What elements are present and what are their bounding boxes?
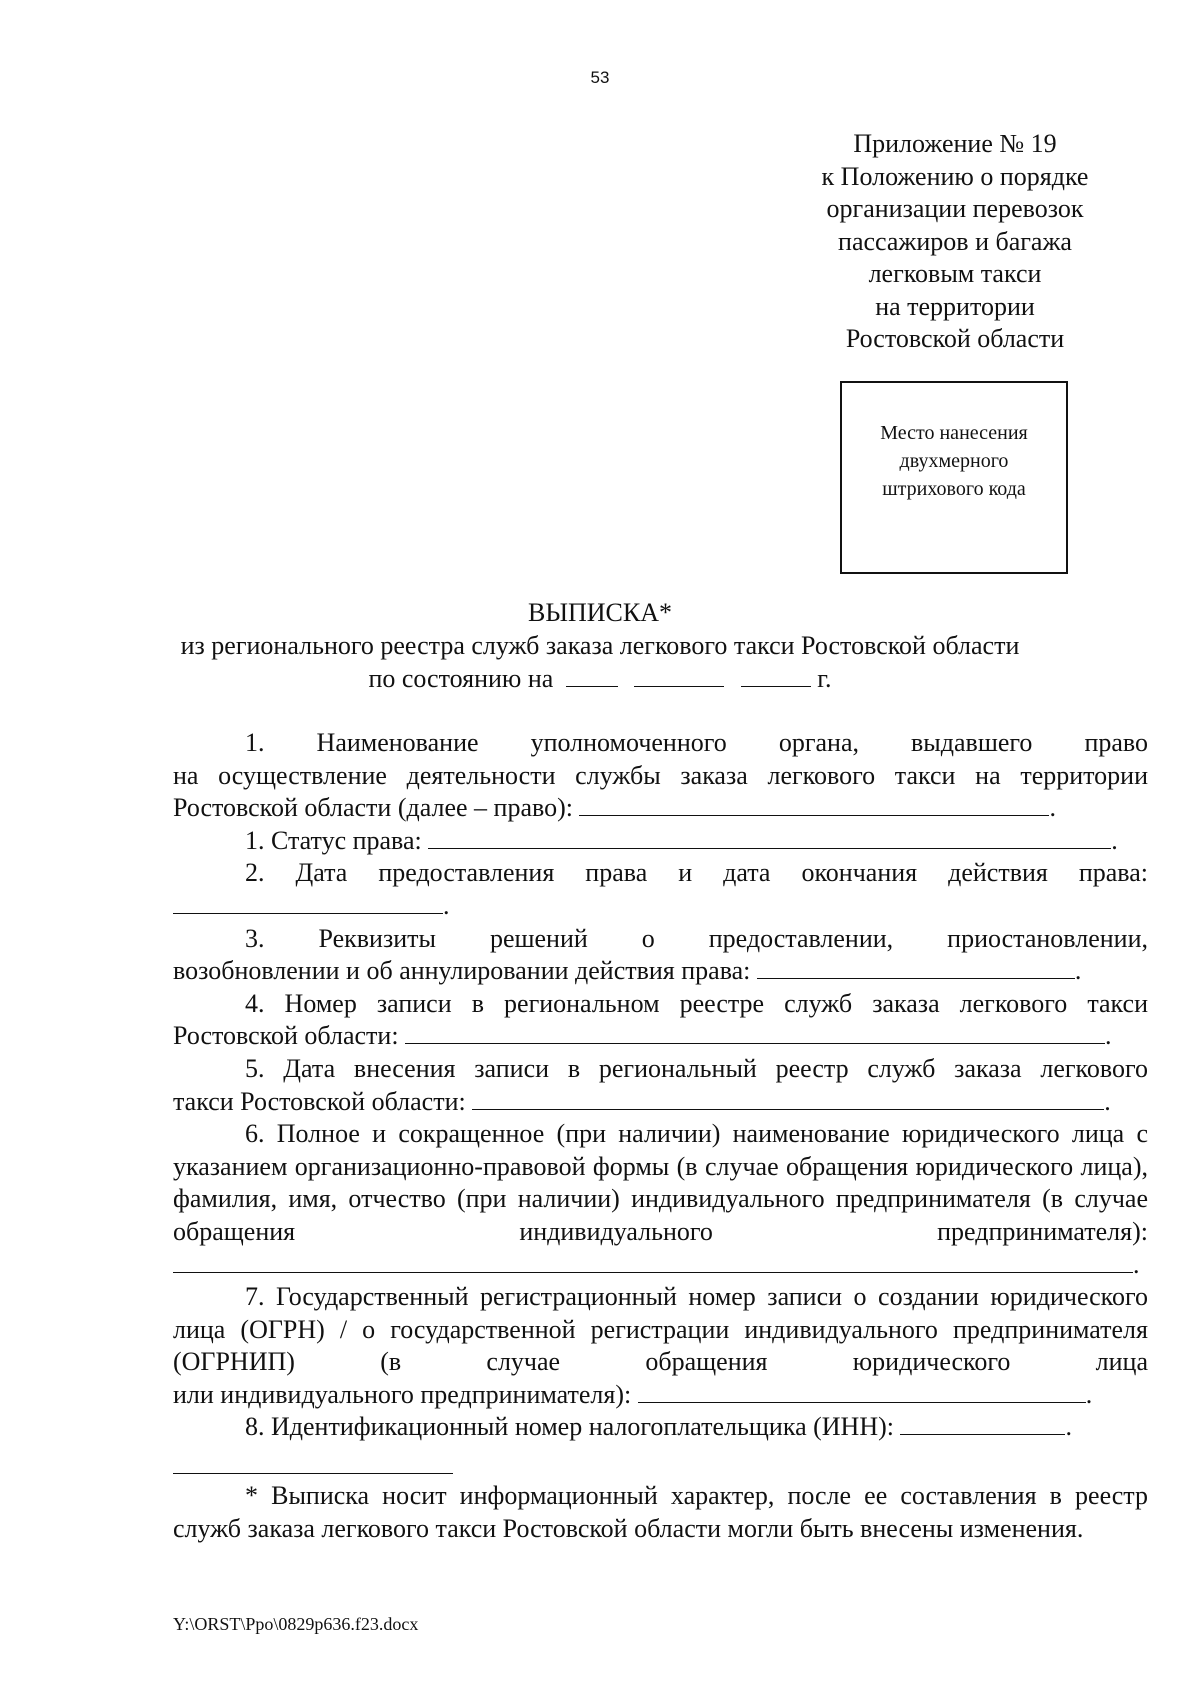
barcode-line: двухмерного [899, 450, 1009, 472]
item-entity-name: 6. Полное и сокращенное (при наличии) наименование юридического лица с указанием организационно-правовой формы (в случае обращения юридического лица), фамилия, имя, отчество (при наличии) индивидуального предпринимателя (в случае обращения индивидуального предпринимателя): [173, 1119, 1148, 1246]
item-record-number-line1: 4. Номер записи в региональном реестре служб заказа легкового такси [245, 988, 1148, 1018]
fill-line [638, 1382, 1086, 1403]
barcode-placeholder-box [840, 381, 1068, 574]
barcode-placeholder-text [842, 419, 1066, 503]
item-entity-name-fill [173, 1249, 1148, 1282]
footnote: * Выписка носит информационный характер, после ее составления в реестр служб заказа легкового такси Ростовской области могли быть внесены изменения. [173, 1481, 1148, 1543]
fill-line [428, 828, 1111, 849]
appendix-line: пассажиров и багажа [838, 226, 1072, 256]
item-text: Ростовской области: [173, 1021, 399, 1051]
item-decisions-tail [173, 955, 1148, 988]
item-dates-fill [173, 890, 1148, 923]
fill-line [757, 958, 1075, 979]
day-blank [566, 666, 618, 687]
item-status [173, 825, 1148, 858]
appendix-line: легковым такси [868, 259, 1042, 288]
page-number: 53 [590, 68, 610, 87]
item-inn [173, 1411, 1148, 1444]
item-text: или индивидуального предпринимателя): [173, 1379, 632, 1409]
barcode-line: штрихового кода [882, 478, 1026, 500]
appendix-line: на территории [875, 291, 1035, 321]
item-record-date-line1: 5. Дата внесения записи в региональный реестр служб заказа легкового [245, 1053, 1148, 1083]
appendix-line: Ростовской области [845, 324, 1065, 353]
item-end: . [1065, 1412, 1072, 1442]
item-authority-tail [173, 792, 1148, 825]
fill-line [173, 893, 443, 914]
item-end: . [443, 890, 450, 920]
appendix-line: Приложение № 19 [853, 129, 1057, 158]
as-of-suffix: г. [817, 664, 832, 693]
fill-line [900, 1414, 1065, 1435]
item-text: 8. Идентификационный номер налогоплательщика (ИНН): [245, 1412, 894, 1442]
item-text: 1. Статус права: [245, 825, 422, 855]
fill-line [405, 1023, 1105, 1044]
footnote-separator [173, 1473, 453, 1474]
item-decisions-line1: 3. Реквизиты решений о предоставлении, приостановлении, [245, 923, 1148, 953]
item-ogrn: 7. Государственный регистрационный номер записи о создании юридического лица (ОГРН) / о государственной регистрации индивидуального предпринимателя (ОГРНИП) (в случае обращения юридического лица [173, 1282, 1148, 1377]
barcode-line: Место нанесения [880, 422, 1028, 444]
item-ogrn-tail [173, 1379, 1148, 1412]
item-end: . [1111, 825, 1118, 855]
item-authority-line2: на осуществление деятельности службы заказа легкового такси на территории [173, 760, 1148, 790]
item-text: Ростовской области (далее – право): [173, 793, 573, 823]
item-dates: 2. Дата предоставления права и дата окончания действия права: [245, 858, 1148, 888]
item-end: . [1105, 1021, 1112, 1051]
item-end: . [1074, 956, 1082, 986]
fill-line [472, 1089, 1104, 1110]
year-blank [741, 666, 811, 687]
item-authority-line1: 1. Наименование уполномоченного органа, выдавшего право [245, 728, 1148, 757]
document-subtitle: из регионального реестра служб заказа легкового такси Ростовской области [180, 631, 1020, 660]
file-path: Y:\ORST\Ppo\0829p636.f23.docx [173, 1614, 419, 1634]
item-record-number-tail [173, 1020, 1148, 1053]
item-text: возобновлении и об аннулировании действия права: [173, 956, 751, 986]
month-blank [634, 666, 724, 687]
item-end: . [1104, 1086, 1111, 1116]
document-body [173, 727, 1148, 1444]
item-end: . [1049, 793, 1056, 823]
fill-line [173, 1252, 1133, 1273]
appendix-line: организации перевозок [826, 194, 1084, 223]
item-record-date-tail [173, 1086, 1148, 1119]
appendix-header [795, 128, 1115, 356]
appendix-line: к Положению о порядке [821, 161, 1089, 191]
fill-line [579, 795, 1049, 816]
as-of-date-line [0, 662, 1200, 696]
document-title: ВЫПИСКА* [527, 598, 673, 627]
item-end: . [1133, 1249, 1140, 1279]
as-of-prefix: по состоянию на [368, 664, 554, 693]
item-text: такси Ростовской области: [173, 1086, 466, 1116]
item-end: . [1085, 1379, 1093, 1409]
